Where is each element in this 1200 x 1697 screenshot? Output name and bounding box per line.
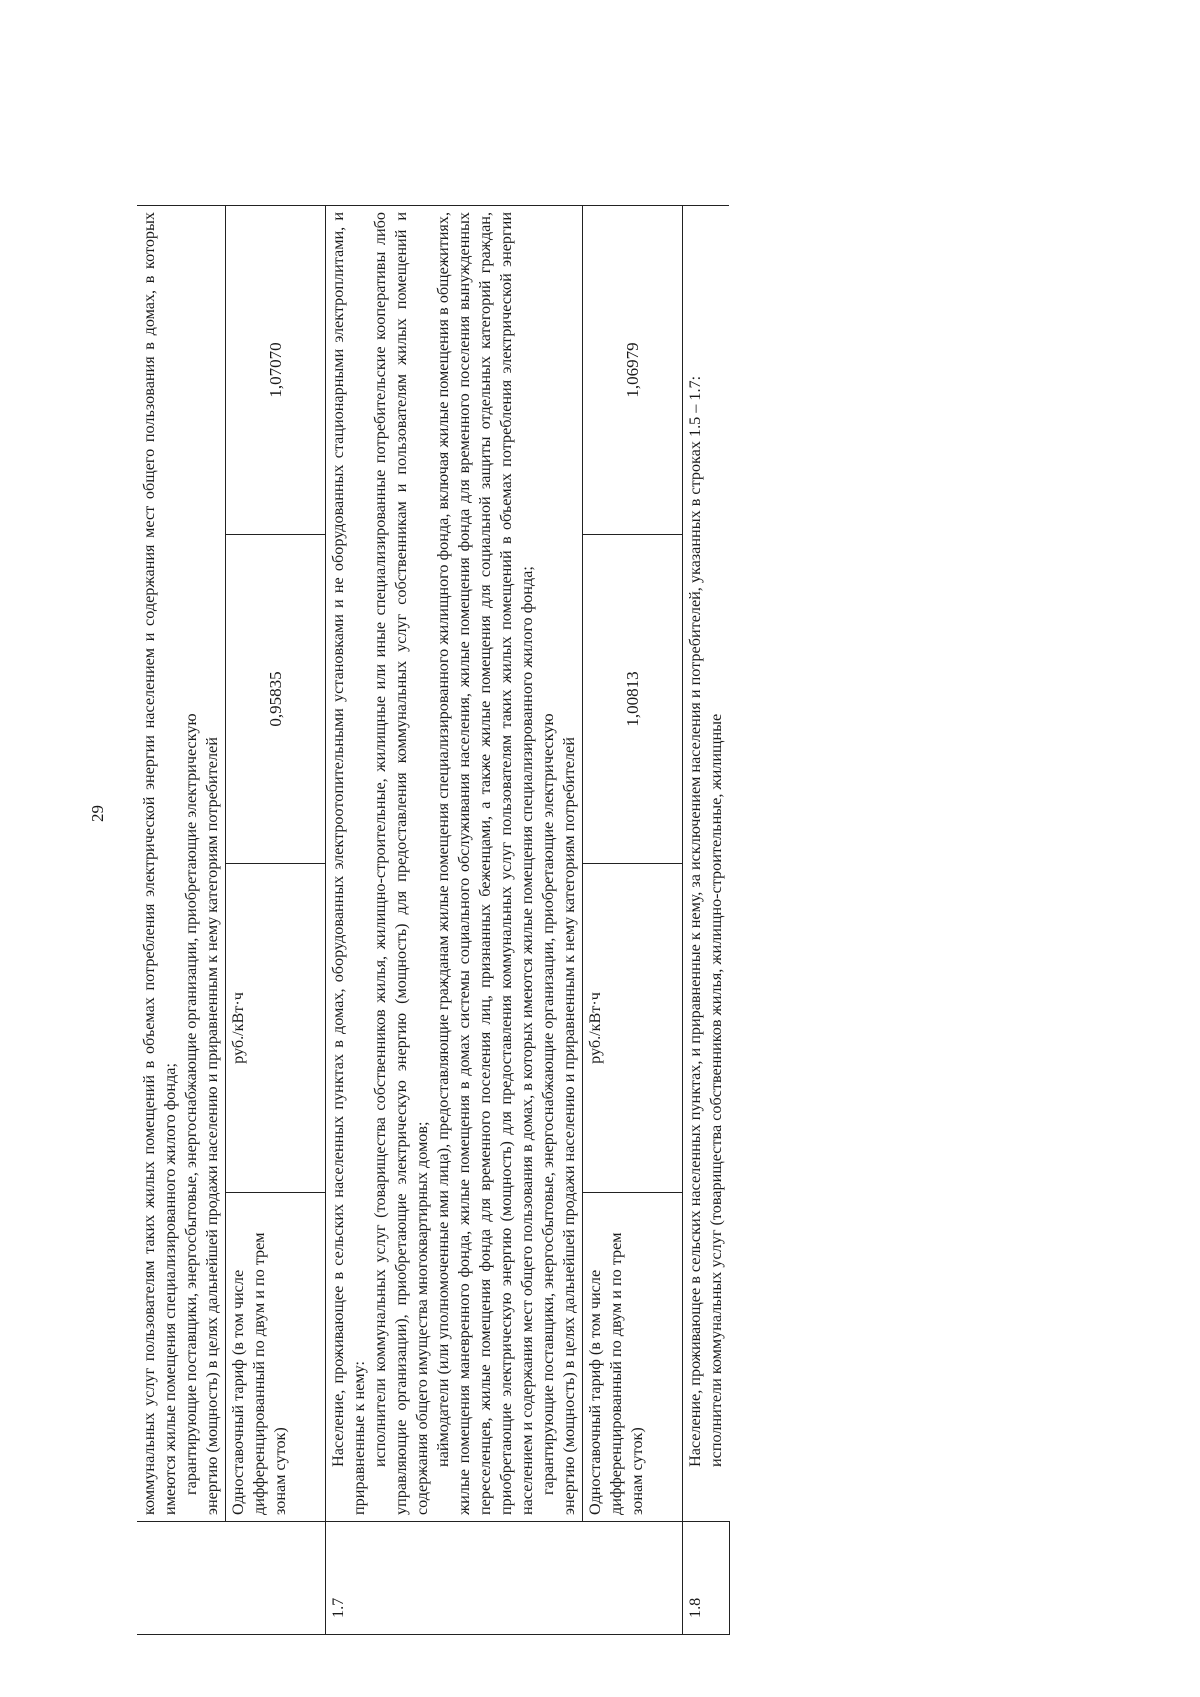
description-text: наймодатели (или уполномоченные ими лица), предоставляющие гражданам жилые помещения специализированного жилищного фонда, включая жилые помещения в общежитиях, жилые помещения маневренного фонда, жилые помещения в домах системы социального обслуживания населения, жилые помещения фонда для временного поселения вынужденных переселенцев, жилые помещения фонда для временного поселения лиц, признанных беженцами, а также жилые помещения для социальной защиты отдельных категорий граждан, приобретающие электрическую энергию (мощность) для предоставления коммунальных услуг пользователям таких жилых помещений в объемах потребления электрической энергии населением и содержания мест общего пользования в домах, в которых имеются жилые помещения специализированного жилого фонда; [434,212,536,1515]
description-text: исполнители коммунальных услуг (товарищества собственников жилья, жилищно-строительные, жилищные [707,713,725,1467]
table-row-tariff [226,206,326,1635]
tariff-value-2: 1,06979 [583,206,683,535]
description-text: Население, проживающее в сельских населенных пунктах, и приравненные к нему, за исключением населения и потребителей, указанных в строках 1.5 – 1.7: [686,375,704,1467]
tariff-value-1: 1,00813 [583,535,683,864]
tariff-label: Одноставочный тариф (в том числе дифференцированный по двум и по трем зонам суток) [583,1193,683,1522]
description-text: энергию (мощность) в целях дальнейшей продажи населению и приравненным к нему категориям потребителей [560,737,578,1515]
description-text: гарантирующие поставщики, энергосбытовые, энергоснабжающие организации, приобретающие электрическую [539,713,557,1495]
tariff-unit: руб./кВт·ч [226,864,326,1193]
table-row-tariff [583,206,683,1635]
description-text: исполнители коммунальных услуг (товарищества собственников жилья, жилищно-строительные, жилищные или иные специализированные потребительские кооперативы либо управляющие организации), приобретающие электрическую энергию (мощность) для предоставления коммунальных услуг собственникам и пользователям жилых помещений и содержания общего имущества многоквартирных домов; [371,212,431,1515]
tariff-table [137,205,730,1635]
rotated-page-content [137,205,1017,1635]
description-cell [683,206,730,1522]
table-row-continuation [137,206,226,1635]
description-text: Население, проживающее в сельских населенных пунктах в домах, оборудованных электроотопительными установками и не оборудованных стационарными электроплитами, и приравненные к нему: [329,212,368,1515]
tariff-label: Одноставочный тариф (в том числе дифференцированный по двум и по трем зонам суток) [226,1193,326,1522]
description-text: коммунальных услуг пользователям таких жилых помещений в объемах потребления электрической энергии населением и содержания мест общего пользования в домах, в которых имеются жилые помещения специализированного жилого фонда; [140,212,179,1515]
table-row-1-8 [683,206,730,1635]
row-number-1-7: 1.7 [326,1522,683,1635]
table-row-1-7 [326,206,583,1635]
row-number-1-8: 1.8 [683,1522,730,1635]
description-cell [137,206,226,1522]
tariff-unit: руб./кВт·ч [583,864,683,1193]
description-text: энергию (мощность) в целях дальнейшей продажи населению и приравненным к нему категориям потребителей [203,737,221,1515]
description-cell [326,206,583,1522]
tariff-value-1: 0,95835 [226,535,326,864]
tariff-value-2: 1,07070 [226,206,326,535]
page-number: 29 [88,805,107,822]
description-text: гарантирующие поставщики, энергосбытовые, энергоснабжающие организации, приобретающие электрическую [182,713,200,1495]
row-number-cell [137,1522,326,1635]
